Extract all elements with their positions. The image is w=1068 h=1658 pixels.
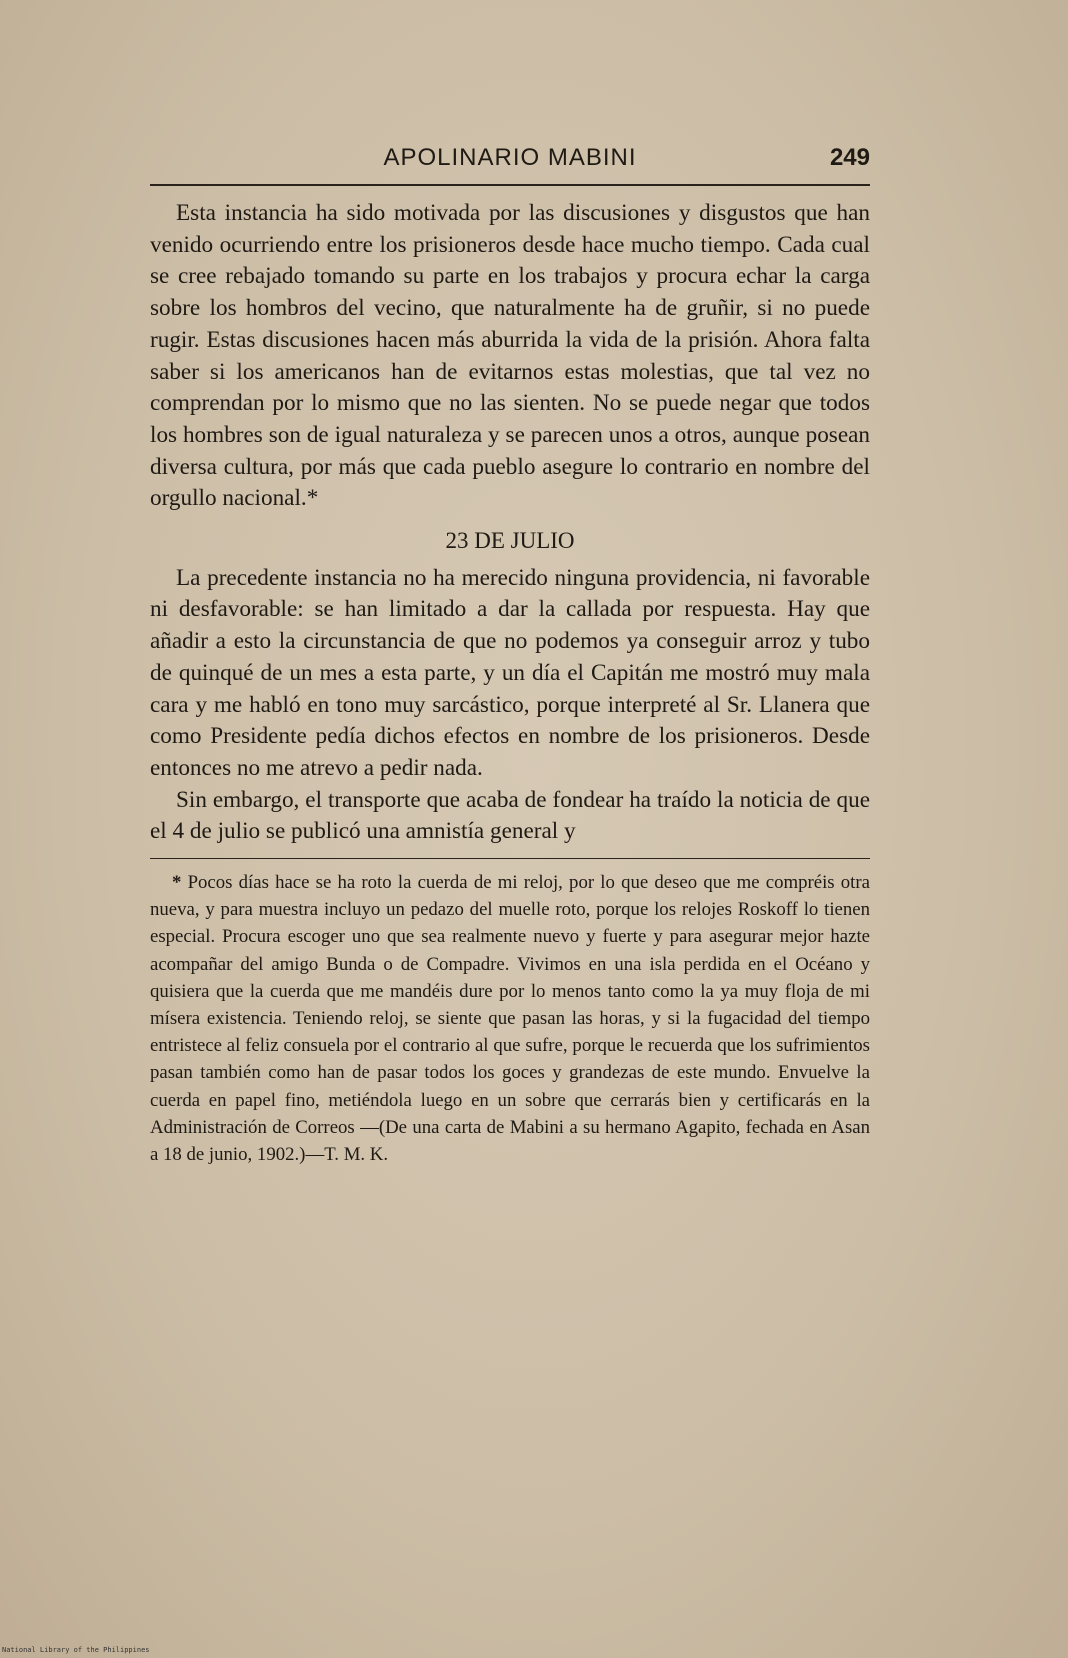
footnote-text: Pocos días hace se ha roto la cuerda de mi reloj, por lo que deseo que me compréis otra nueva, y para muestra incluyo un pedazo del muelle roto, porque los relojes Roskoff lo tienen especial. Procura escoger uno que sea realmente nuevo y fuerte y para asegurar mejor hazte acompañar del amigo Bunda o de Compadre. Vivimos en una isla perdida en el Océano y quisiera que la cuerda que me mandéis dure por lo menos tanto como la ya muy floja de mi mísera existencia. Teniendo reloj, se siente que pasan las horas, y si la fugacidad del tiempo entristece al feliz consuela por el contrario al que sufre, porque le recuerda que los sufrimientos pasan también como han de pasar todos los goces y grandezas de este mundo. Envuelve la cuerda en papel fino, metiéndola luego en un sobre que cerrarás bien y certificarás en la Administración de Correos —(De una carta de Mabini a su hermano Agapito, fechada en Asan a 18 de junio, 1902.)—T. M. K. xyxy=(150,872,870,1166)
library-credit: National Library of the Philippines xyxy=(2,1646,150,1654)
running-title: APOLINARIO MABINI xyxy=(383,144,637,171)
running-head xyxy=(150,140,870,184)
body-text xyxy=(150,198,870,848)
section-heading: 23 DE JULIO xyxy=(445,528,575,554)
footnotes xyxy=(150,869,870,1168)
header-rule xyxy=(150,184,870,186)
footnote-rule xyxy=(150,858,870,859)
body-paragraph-2: La precedente instancia no ha merecido ninguna providencia, ni favorable ni desfavorable: se han limitado a dar la callada por respuesta. Hay que añadir a esto la circunstancia de que no podemos ya conseguir arroz y tubo de quinqué de un mes a esta parte, y un día el Capitán me mostró muy mala cara y me habló en tono muy sarcástico, porque interpreté al Sr. Llanera que como Presidente pedía dichos efectos en nombre de los prisioneros. Desde entonces no me atrevo a pedir nada. xyxy=(150,564,870,781)
book-page xyxy=(150,140,870,1168)
page-number: 249 xyxy=(829,144,870,171)
footnote-marker: * xyxy=(172,872,182,894)
footnote xyxy=(150,869,870,1168)
body-paragraph-1: Esta instancia ha sido motivada por las discusiones y disgustos que han venido ocurriendo entre los prisioneros desde hace mucho tiempo. Cada cual se cree rebajado tomando su parte en los trabajos y procura echar la carga sobre los hombros del vecino, que naturalmente ha de gruñir, si no puede rugir. Estas discusiones hacen más aburrida la vida de la prisión. Ahora falta saber si los americanos han de evitarnos estas molestias, que tal vez no comprendan por lo mismo que no las sienten. No se puede negar que todos los hombres son de igual naturaleza y se parecen unos a otros, aunque posean diversa cultura, por más que cada pueblo asegure lo contrario en nombre del orgullo nacional.* xyxy=(150,200,870,512)
body-paragraph-3: Sin embargo, el transporte que acaba de fondear ha traído la noticia de que el 4 de julio se publicó una amnistía general y xyxy=(150,786,870,845)
